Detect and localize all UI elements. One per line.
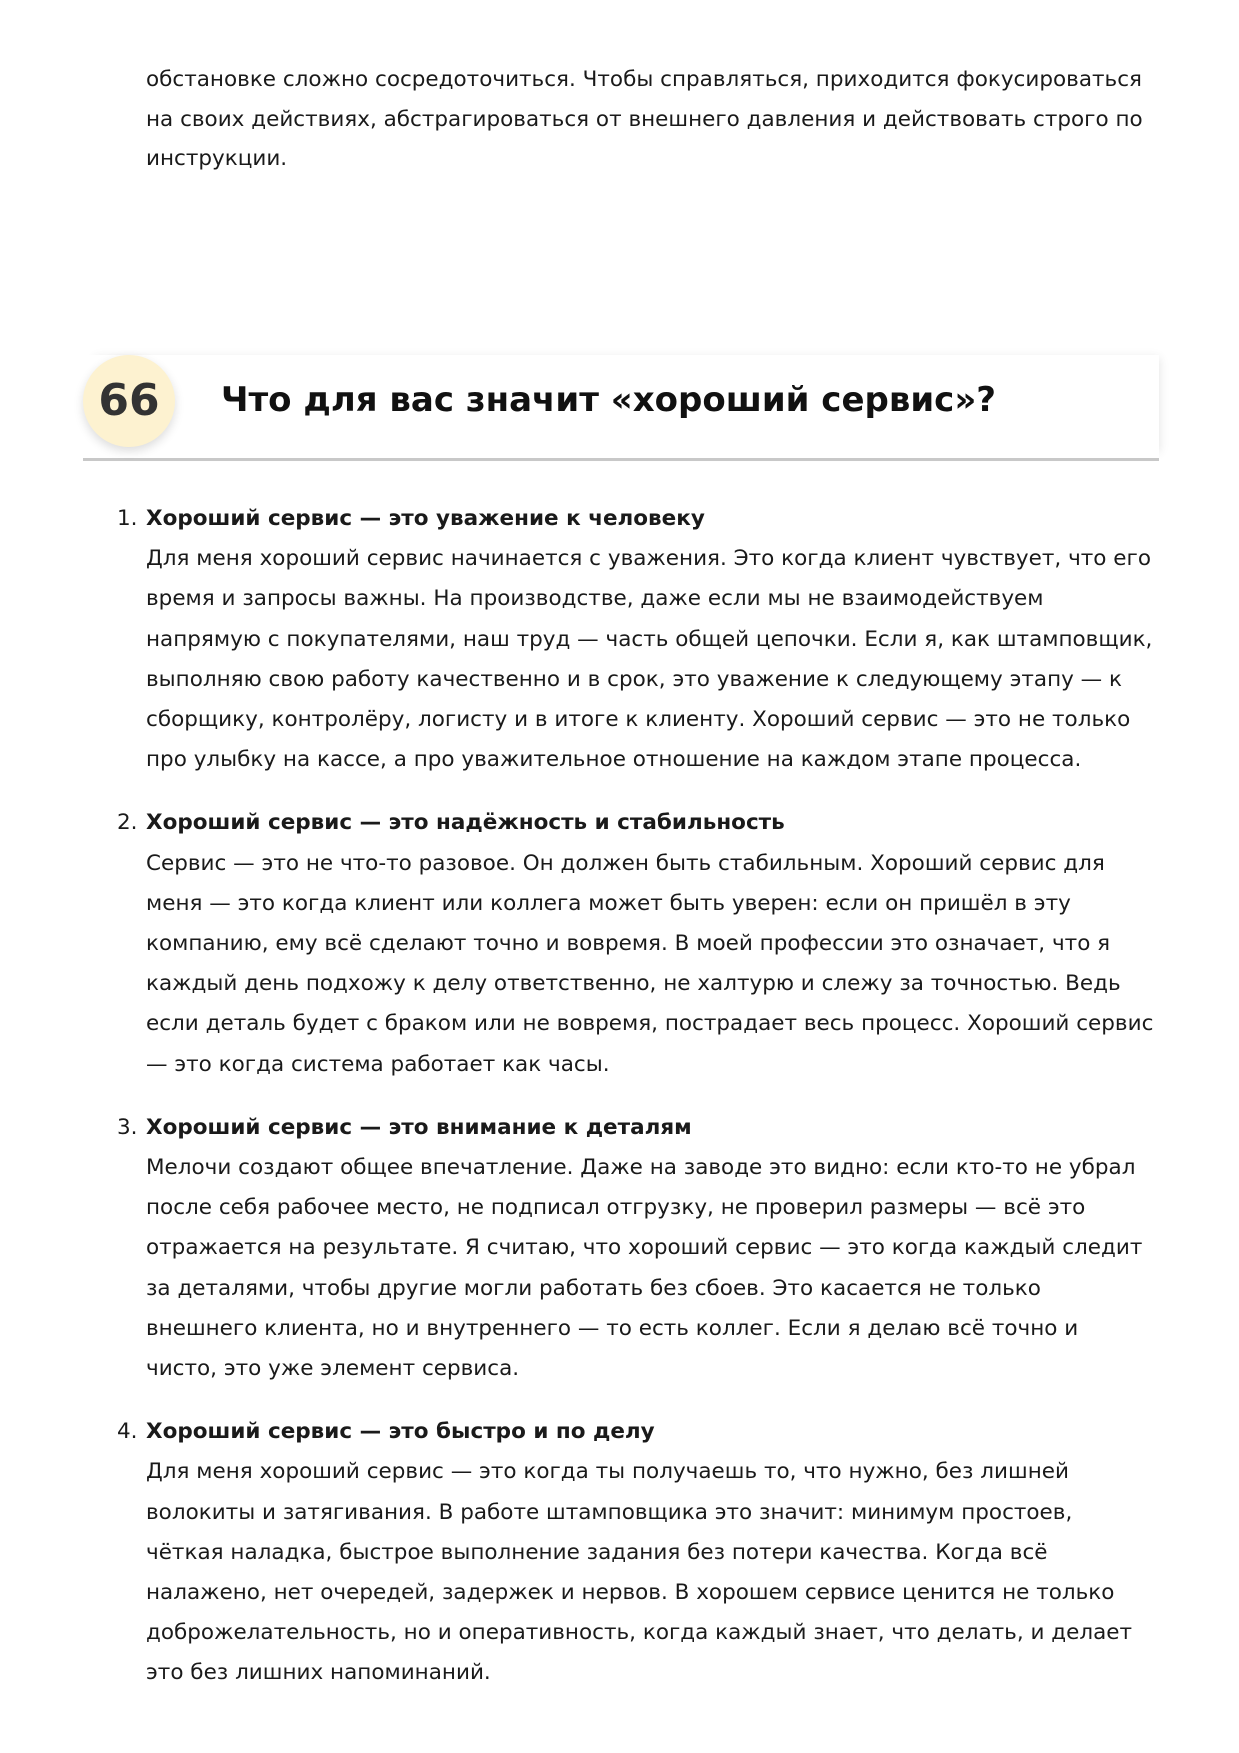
answer-heading: Хороший сервис — это уважение к человеку	[146, 506, 705, 531]
answer-number: 3.	[117, 1114, 138, 1140]
answer-heading: Хороший сервис — это надёжность и стабильность	[146, 810, 785, 836]
answer-item	[117, 803, 1156, 1084]
answer-item	[117, 1108, 1156, 1389]
answer-text: Мелочи создают общее впечатление. Даже на заводе это видно: если кто-то не убрал после себя рабочее место, не подписал отгрузку, не проверил размеры — всё это отражается на результате. Я считаю, что хороший сервис — это когда каждый следит за деталями, чтобы другие могли работать без сбоев. Это касается не только внешнего клиента, но и внутреннего — то есть коллег. Если я делаю всё точно и чисто, это уже элемент сервиса.	[146, 1155, 1143, 1382]
answer-item	[117, 1412, 1156, 1693]
question-header	[83, 355, 1159, 461]
answer-text: Сервис — это не что-то разовое. Он должен быть стабильным. Хороший сервис для меня — это когда клиент или коллега может быть уверен: если он пришёл в эту компанию, ему всё сделают точно и вовремя. В моей профессии это означает, что я каждый день подхожу к делу ответственно, не халтурю и слежу за точностью. Ведь если деталь будет с браком или не вовремя, пострадает весь процесс. Хороший сервис — это когда система работает как часы.	[146, 850, 1154, 1077]
question-number-badge: 66	[83, 355, 175, 447]
answer-item	[117, 499, 1156, 780]
answer-number: 1.	[117, 506, 138, 531]
answer-list	[117, 499, 1156, 1717]
intro-paragraph: обстановке сложно сосредоточиться. Чтобы справляться, приходится фокусироваться на своих действиях, абстрагироваться от внешнего давления и действовать строго по инструкции.	[146, 67, 1143, 171]
answer-heading: Хороший сервис — это быстро и по делу	[146, 1419, 655, 1445]
question-title: Что для вас значит «хороший сервис»?	[221, 380, 997, 420]
answer-number: 4.	[117, 1419, 138, 1445]
answer-text: Для меня хороший сервис начинается с уважения. Это когда клиент чувствует, что его время и запросы важны. На производстве, даже если мы не взаимодействуем напрямую с покупателями, наш труд — часть общей цепочки. Если я, как штамповщик, выполняю свою работу качественно и в срок, это уважение к следующему этапу — к сборщику, контролёру, логисту и в итоге к клиенту. Хороший сервис — это не только про улыбку на кассе, а про уважительное отношение на каждом этапе процесса.	[146, 546, 1153, 773]
answer-number: 2.	[117, 810, 138, 836]
answer-heading: Хороший сервис — это внимание к деталям	[146, 1114, 692, 1140]
answer-text: Для меня хороший сервис — это когда ты получаешь то, что нужно, без лишней волокиты и затягивания. В работе штамповщика это значит: минимум простоев, чёткая наладка, быстрое выполнение задания без потери качества. Когда всё налажено, нет очередей, задержек и нервов. В хорошем сервисе ценится не только доброжелательность, но и оперативность, когда каждый знает, что делать, и делает это без лишних напоминаний.	[146, 1459, 1133, 1686]
